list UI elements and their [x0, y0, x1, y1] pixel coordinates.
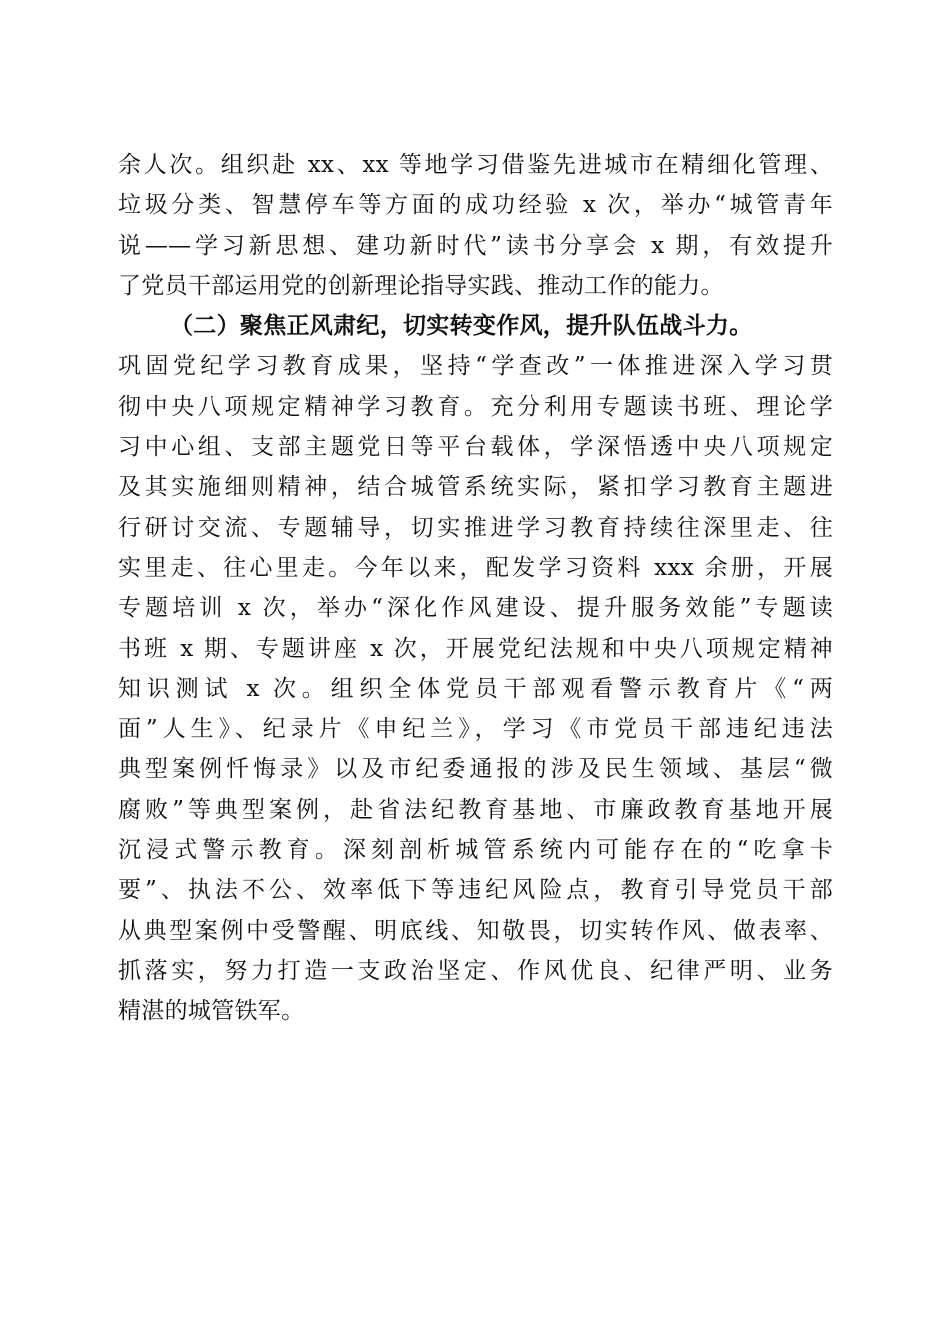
text-line: 从典型案例中受警醒、明底线、知敬畏，切实转作风、做表率、	[118, 917, 833, 944]
text-line: 抓落实，努力打造一支政治坚定、作风优良、纪律严明、业务	[118, 957, 833, 984]
text-line: 实里走、往心里走。今年以来，配发学习资料 xxx 余册，开展	[118, 554, 833, 581]
text-line: 说——学习新思想、建功新时代”读书分享会 x 期，有效提升	[118, 232, 833, 259]
text-line: 要”、执法不公、效率低下等违纪风险点，教育引导党员干部	[118, 877, 833, 904]
section-heading: （二）聚焦正风肃纪，切实转变作风，提升队伍战斗力。	[170, 312, 753, 340]
text-line: 沉浸式警示教育。深刻剖析城管系统内可能存在的“吃拿卡	[118, 837, 833, 864]
text-line: 彻中央八项规定精神学习教育。充分利用专题读书班、理论学	[118, 393, 833, 420]
text-line: 余人次。组织赴 xx、xx 等地学习借鉴先进城市在精细化管理、	[118, 152, 833, 178]
text-line: 典型案例忏悔录》以及市纪委通报的涉及民生领域、基层“微	[118, 756, 833, 783]
text-line: 面”人生》、纪录片《申纪兰》，学习《市党员干部违纪违法	[118, 716, 833, 743]
text-line: 腐败”等典型案例，赴省法纪教育基地、市廉政教育基地开展	[118, 796, 833, 823]
text-line: 及其实施细则精神，结合城管系统实际，紧扣学习教育主题进	[118, 474, 833, 501]
text-line: 了党员干部运用党的创新理论指导实践、推动工作的能力。	[118, 272, 724, 299]
text-line: 巩固党纪学习教育成果，坚持“学查改”一体推进深入学习贯	[118, 353, 833, 380]
body-text	[118, 145, 833, 1032]
text-line: 垃圾分类、智慧停车等方面的成功经验 x 次，举办“城管青年	[118, 192, 833, 219]
text-line: 专题培训 x 次，举办“深化作风建设、提升服务效能”专题读	[118, 595, 833, 622]
text-line: 书班 x 期、专题讲座 x 次，开展党纪法规和中央八项规定精神	[118, 635, 833, 662]
text-line: 精湛的城管铁军。	[118, 998, 305, 1025]
text-line: 行研讨交流、专题辅导，切实推进学习教育持续往深里走、往	[118, 514, 833, 541]
text-line: 知识测试 x 次。组织全体党员干部观看警示教育片《“两	[118, 675, 833, 702]
text-line: 习中心组、支部主题党日等平台载体，学深悟透中央八项规定	[118, 434, 833, 461]
